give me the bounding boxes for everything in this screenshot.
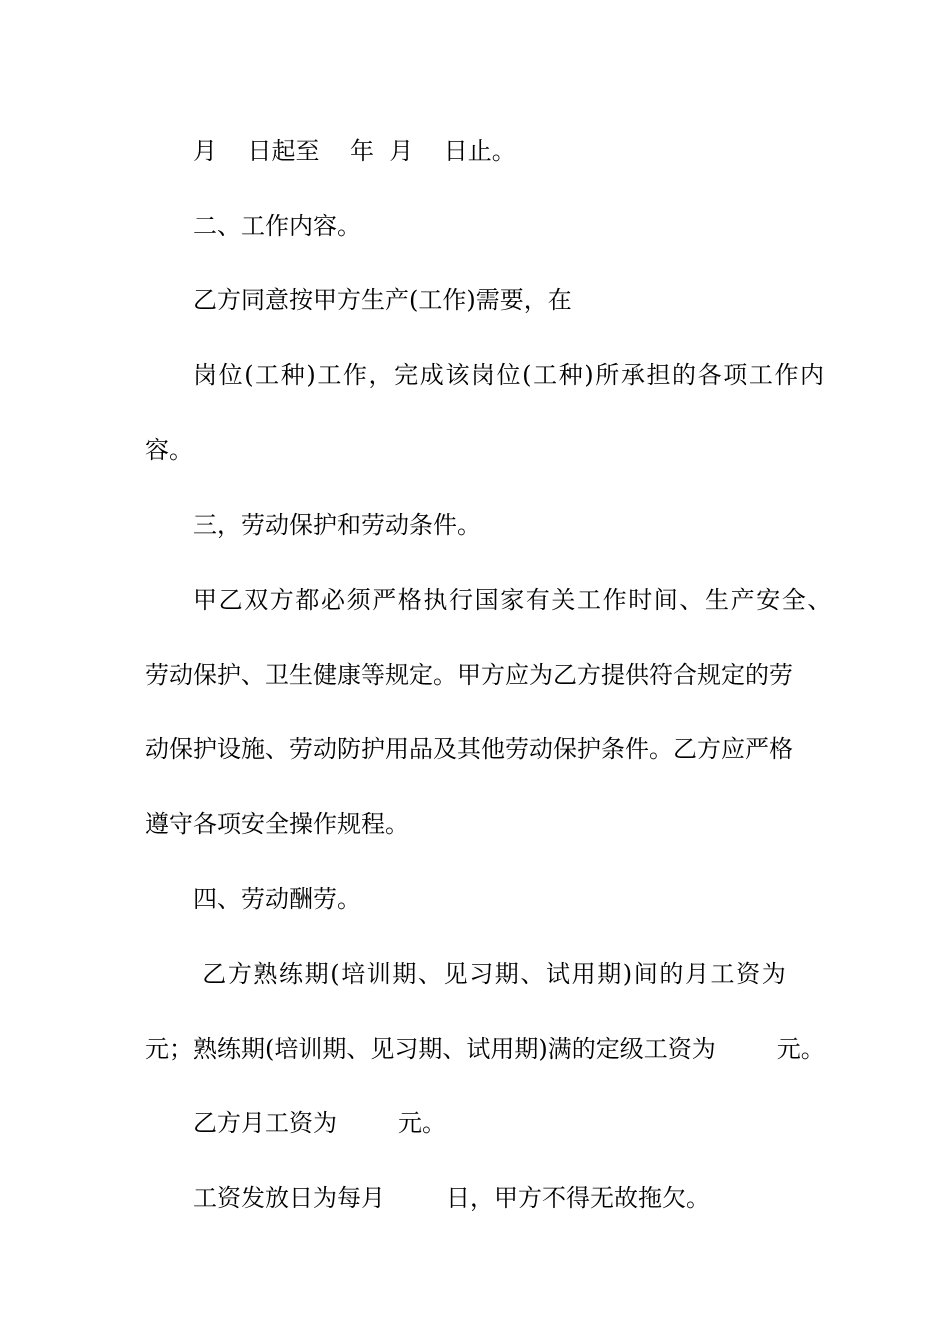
paragraph-payday: 工资发放日为每月 日，甲方不得无故拖欠。 (193, 1184, 711, 1212)
paragraph-work-content-2: 岗位(工种)工作，完成该岗位(工种)所承担的各项工作内 (193, 361, 826, 389)
paragraph-remuneration-2: 元；熟练期(培训期、见习期、试用期)满的定级工资为 元。 (145, 1035, 825, 1063)
paragraph-remuneration-1: 乙方熟练期(培训期、见习期、试用期)间的月工资为 (193, 960, 788, 988)
paragraph-work-content-1: 乙方同意按甲方生产(工作)需要，在 (193, 286, 572, 314)
section-heading-remuneration: 四、劳动酬劳。 (193, 885, 361, 913)
section-heading-work-content: 二、工作内容。 (193, 212, 361, 240)
paragraph-labor-protection-3: 动保护设施、劳动防护用品及其他劳动保护条件。乙方应严格 (145, 735, 793, 763)
paragraph-labor-protection-4: 遵守各项安全操作规程。 (145, 810, 409, 838)
paragraph-labor-protection-1: 甲乙双方都必须严格执行国家有关工作时间、生产安全、 (193, 586, 833, 614)
paragraph-labor-protection-2: 劳动保护、卫生健康等规定。甲方应为乙方提供符合规定的劳 (145, 661, 793, 689)
paragraph-monthly-salary: 乙方月工资为 元。 (193, 1109, 447, 1137)
paragraph-term-dates: 月 日起至 年 月 日止。 (193, 137, 516, 165)
paragraph-work-content-3: 容。 (145, 436, 193, 464)
section-heading-labor-protection: 三，劳动保护和劳动条件。 (193, 511, 481, 539)
